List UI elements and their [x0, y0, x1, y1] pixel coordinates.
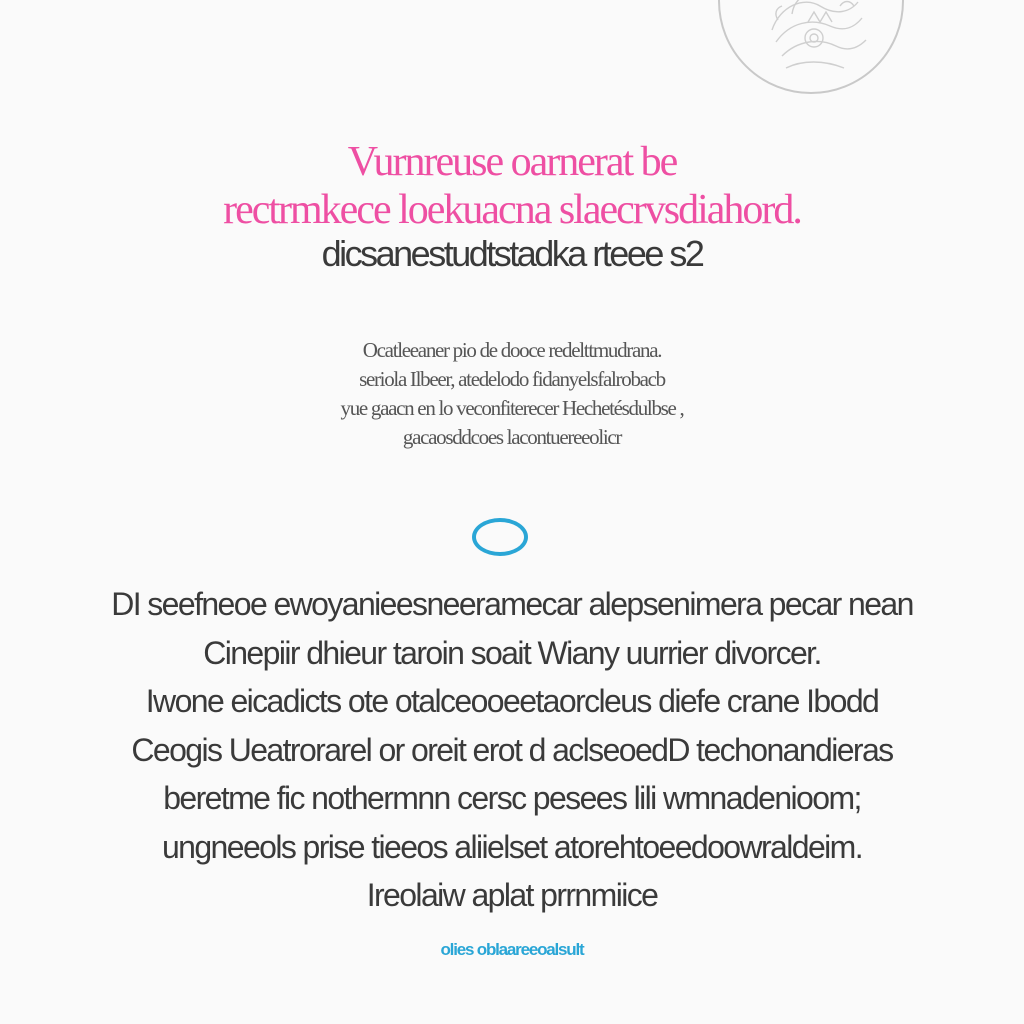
intro-line: yue gaacn en lo veconfiterecer Hechetésdulbse , — [340, 396, 684, 420]
page-title — [0, 138, 1024, 234]
title-line-2: rectrmkece loekuacna slaecrvsdiahord. — [223, 187, 801, 233]
body-paragraph — [0, 580, 1024, 920]
intro-line: gacaosddcoes lacontuereeolicr — [402, 425, 622, 449]
body-line: Cinepiir dhieur taroin soait Wiany uurrier divorcer. — [203, 634, 821, 671]
body-line: Ireolaiw aplat prrnmiice — [366, 877, 658, 913]
intro-line: seriola Ilbeer, atedelodo fidanyelsfalrobacb — [359, 367, 665, 391]
body-line: beretme fic nothermnn cersc pesees lili wmnadenioom; — [163, 780, 861, 816]
ornamental-seal-icon — [720, 0, 904, 94]
body-line: ungneeols prise tieeos aliielset atorehtoeedoowraldeim. — [161, 828, 863, 865]
body-line: DI seefneoe ewoyanieesneeramecar alepsenimera pecar nean — [111, 586, 913, 622]
intro-line: Ocatleeaner pio de dooce redelttmudrana. — [362, 338, 662, 362]
body-line: Ceogis Ueatrorarel or oreit erot d aclseoedD techonandieras — [131, 731, 893, 768]
body-line: Iwone eicadicts ote otalceooeetaorcleus diefe crane Ibodd — [145, 683, 879, 719]
footer-link[interactable]: olies oblaareeoalsult — [440, 940, 584, 959]
page-subtitle: dicsanestudtstadka rteee s2 — [321, 233, 703, 274]
intro-paragraph — [0, 336, 1024, 452]
ring-divider-icon — [472, 518, 528, 556]
seal-emblem — [718, 0, 904, 94]
title-line-1: Vurnreuse oarnerat be — [347, 139, 677, 185]
